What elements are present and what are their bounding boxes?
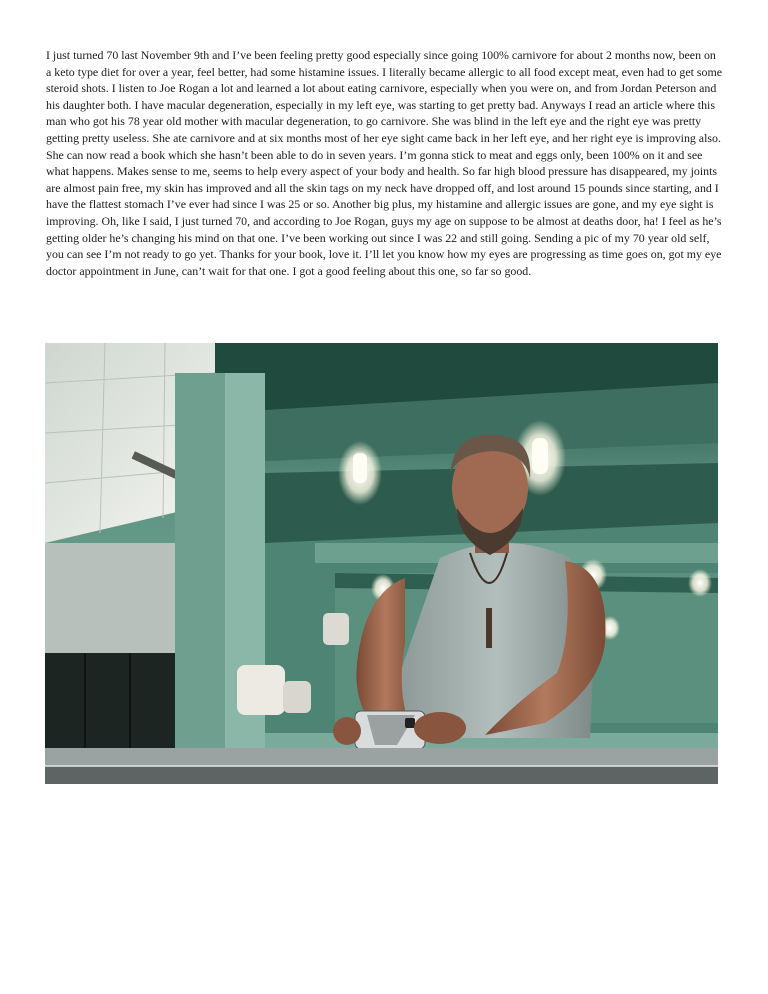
testimonial-text: I just turned 70 last November 9th and I’ve been feeling pretty good especially since going 100% carnivore for about 2 months now, been on a keto type diet for over a year, feel better, had some histamine issues. I literally became allergic to all food except meat, even had to get some steroid shots. I listen to Joe Rogan a lot and learned a lot about eating carnivore, especially when you were on, and from Jordan Peterson and his daughter both. I have macular degeneration, especially in my left eye, was starting to get pretty bad. Anyways I read an article where this man who got his 78 year old mother with macular degeneration, to go carnivore. She was blind in the left eye and the right eye was pretty getting pretty useless. She ate carnivore and at six months most of her eye sight came back in her left eye, and her right eye is improving also. She can now read a book which she hasn’t been able to do in seven years. I’m gonna stick to meat and eggs only, been 100% on it and see what happens. Makes sense to me, seems to help every aspect of your body and health. So far high blood pressure has disappeared, my joints are almost pain free, my skin has improved and all the skin tags on my neck have dropped off, and lost around 15 pounds since starting, and I have the flattest stomach I’ve ever had since I was 25 or so. Another big plus, my histamine and allergic issues are gone, and my eye sight is improving. Oh, like I said, I just turned 70, and according to Joe Rogan, guys my age on suppose to be almost at deaths door, ha! I feel as he’s getting older he’s changing his mind on that one. I’ve been working out since I was 22 and still going. Sending a pic of my 70 year old self, you can see I’m not ready to go yet. Thanks for your book, love it. I’ll let you know how my eyes are progressing as time goes on, got my eye doctor appointment in June, can’t wait for that one. I got a good feeling about this one, so far so good. — [46, 48, 723, 278]
photo-illustration — [45, 343, 718, 784]
gym-mirror-selfie-photo — [45, 343, 718, 784]
